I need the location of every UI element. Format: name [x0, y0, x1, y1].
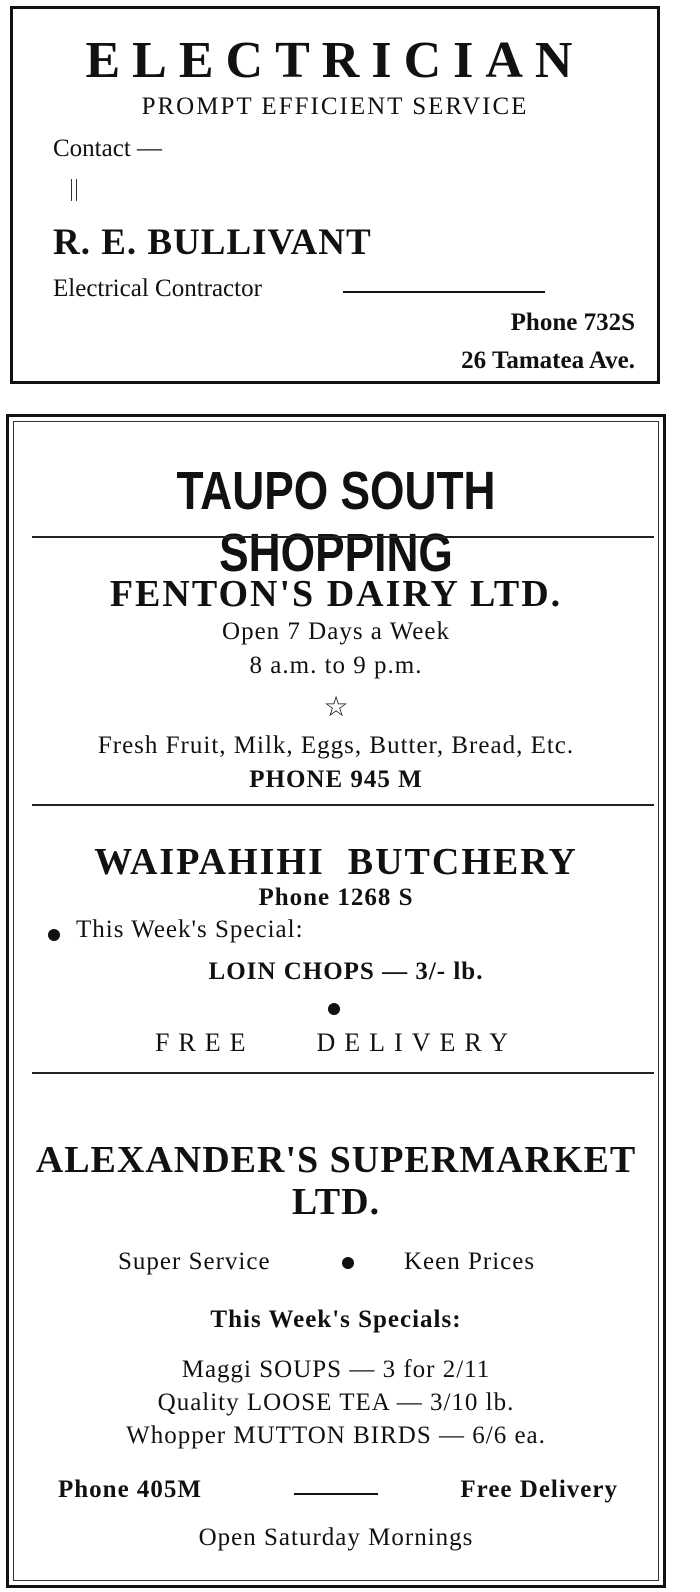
supermarket-specials-label: This Week's Specials: [210, 1306, 462, 1333]
section-divider [32, 1072, 654, 1074]
section-divider [32, 536, 654, 538]
contact-label: Contact — [53, 135, 163, 162]
dairy-goods: Fresh Fruit, Milk, Eggs, Butter, Bread, Etc. [97, 732, 575, 759]
supermarket-delivery: Free Delivery [460, 1476, 618, 1503]
butchery-special-label: This Week's Special: [76, 916, 304, 943]
ad-subtitle: PROMPT EFFICIENT SERVICE [141, 93, 529, 120]
special-item: Maggi SOUPS — 3 for 2/11 [181, 1356, 491, 1383]
supermarket-tagline-right: Keen Prices [404, 1248, 536, 1275]
inner-border [13, 421, 659, 1581]
electrician-advertisement [10, 6, 660, 384]
street-address: 26 Tamatea Ave. [461, 347, 635, 374]
taupo-south-shopping-advertisement [6, 414, 666, 1588]
decorative-marks [71, 179, 77, 201]
divider-line [343, 291, 545, 293]
supermarket-phone: Phone 405M [58, 1476, 203, 1503]
phone-number: Phone 732S [510, 309, 635, 336]
supermarket-hours: Open Saturday Mornings [198, 1524, 474, 1551]
bullet-icon [10, 1002, 658, 1020]
supermarket-name-line2: LTD. [291, 1181, 381, 1223]
contractor-role: Electrical Contractor [53, 275, 262, 302]
dairy-phone: PHONE 945 M [249, 766, 423, 793]
butchery-delivery: FREE DELIVERY [154, 1028, 518, 1057]
bullet-icon [48, 928, 60, 946]
page-heading: TAUPO SOUTH SHOPPING [176, 461, 496, 583]
divider-line [294, 1493, 378, 1495]
bullet-icon [342, 1256, 354, 1274]
supermarket-tagline-left: Super Service [118, 1248, 271, 1275]
dairy-hours: 8 a.m. to 9 p.m. [249, 652, 423, 679]
butchery-phone: Phone 1268 S [258, 884, 414, 911]
section-divider [32, 804, 654, 806]
ad-title: ELECTRICIAN [85, 32, 585, 89]
dairy-name: FENTON'S DAIRY LTD. [109, 573, 563, 615]
butchery-special-item: LOIN CHOPS — 3/- lb. [208, 958, 484, 985]
contractor-name: R. E. BULLIVANT [53, 222, 372, 263]
dairy-days: Open 7 Days a Week [222, 618, 450, 645]
supermarket-name-line1: ALEXANDER'S SUPERMARKET [35, 1139, 637, 1181]
butchery-name: WAIPAHIHI BUTCHERY [94, 841, 578, 883]
star-icon: ☆ [323, 692, 349, 723]
special-item: Whopper MUTTON BIRDS — 6/6 ea. [126, 1422, 546, 1449]
special-item: Quality LOOSE TEA — 3/10 lb. [157, 1389, 515, 1416]
